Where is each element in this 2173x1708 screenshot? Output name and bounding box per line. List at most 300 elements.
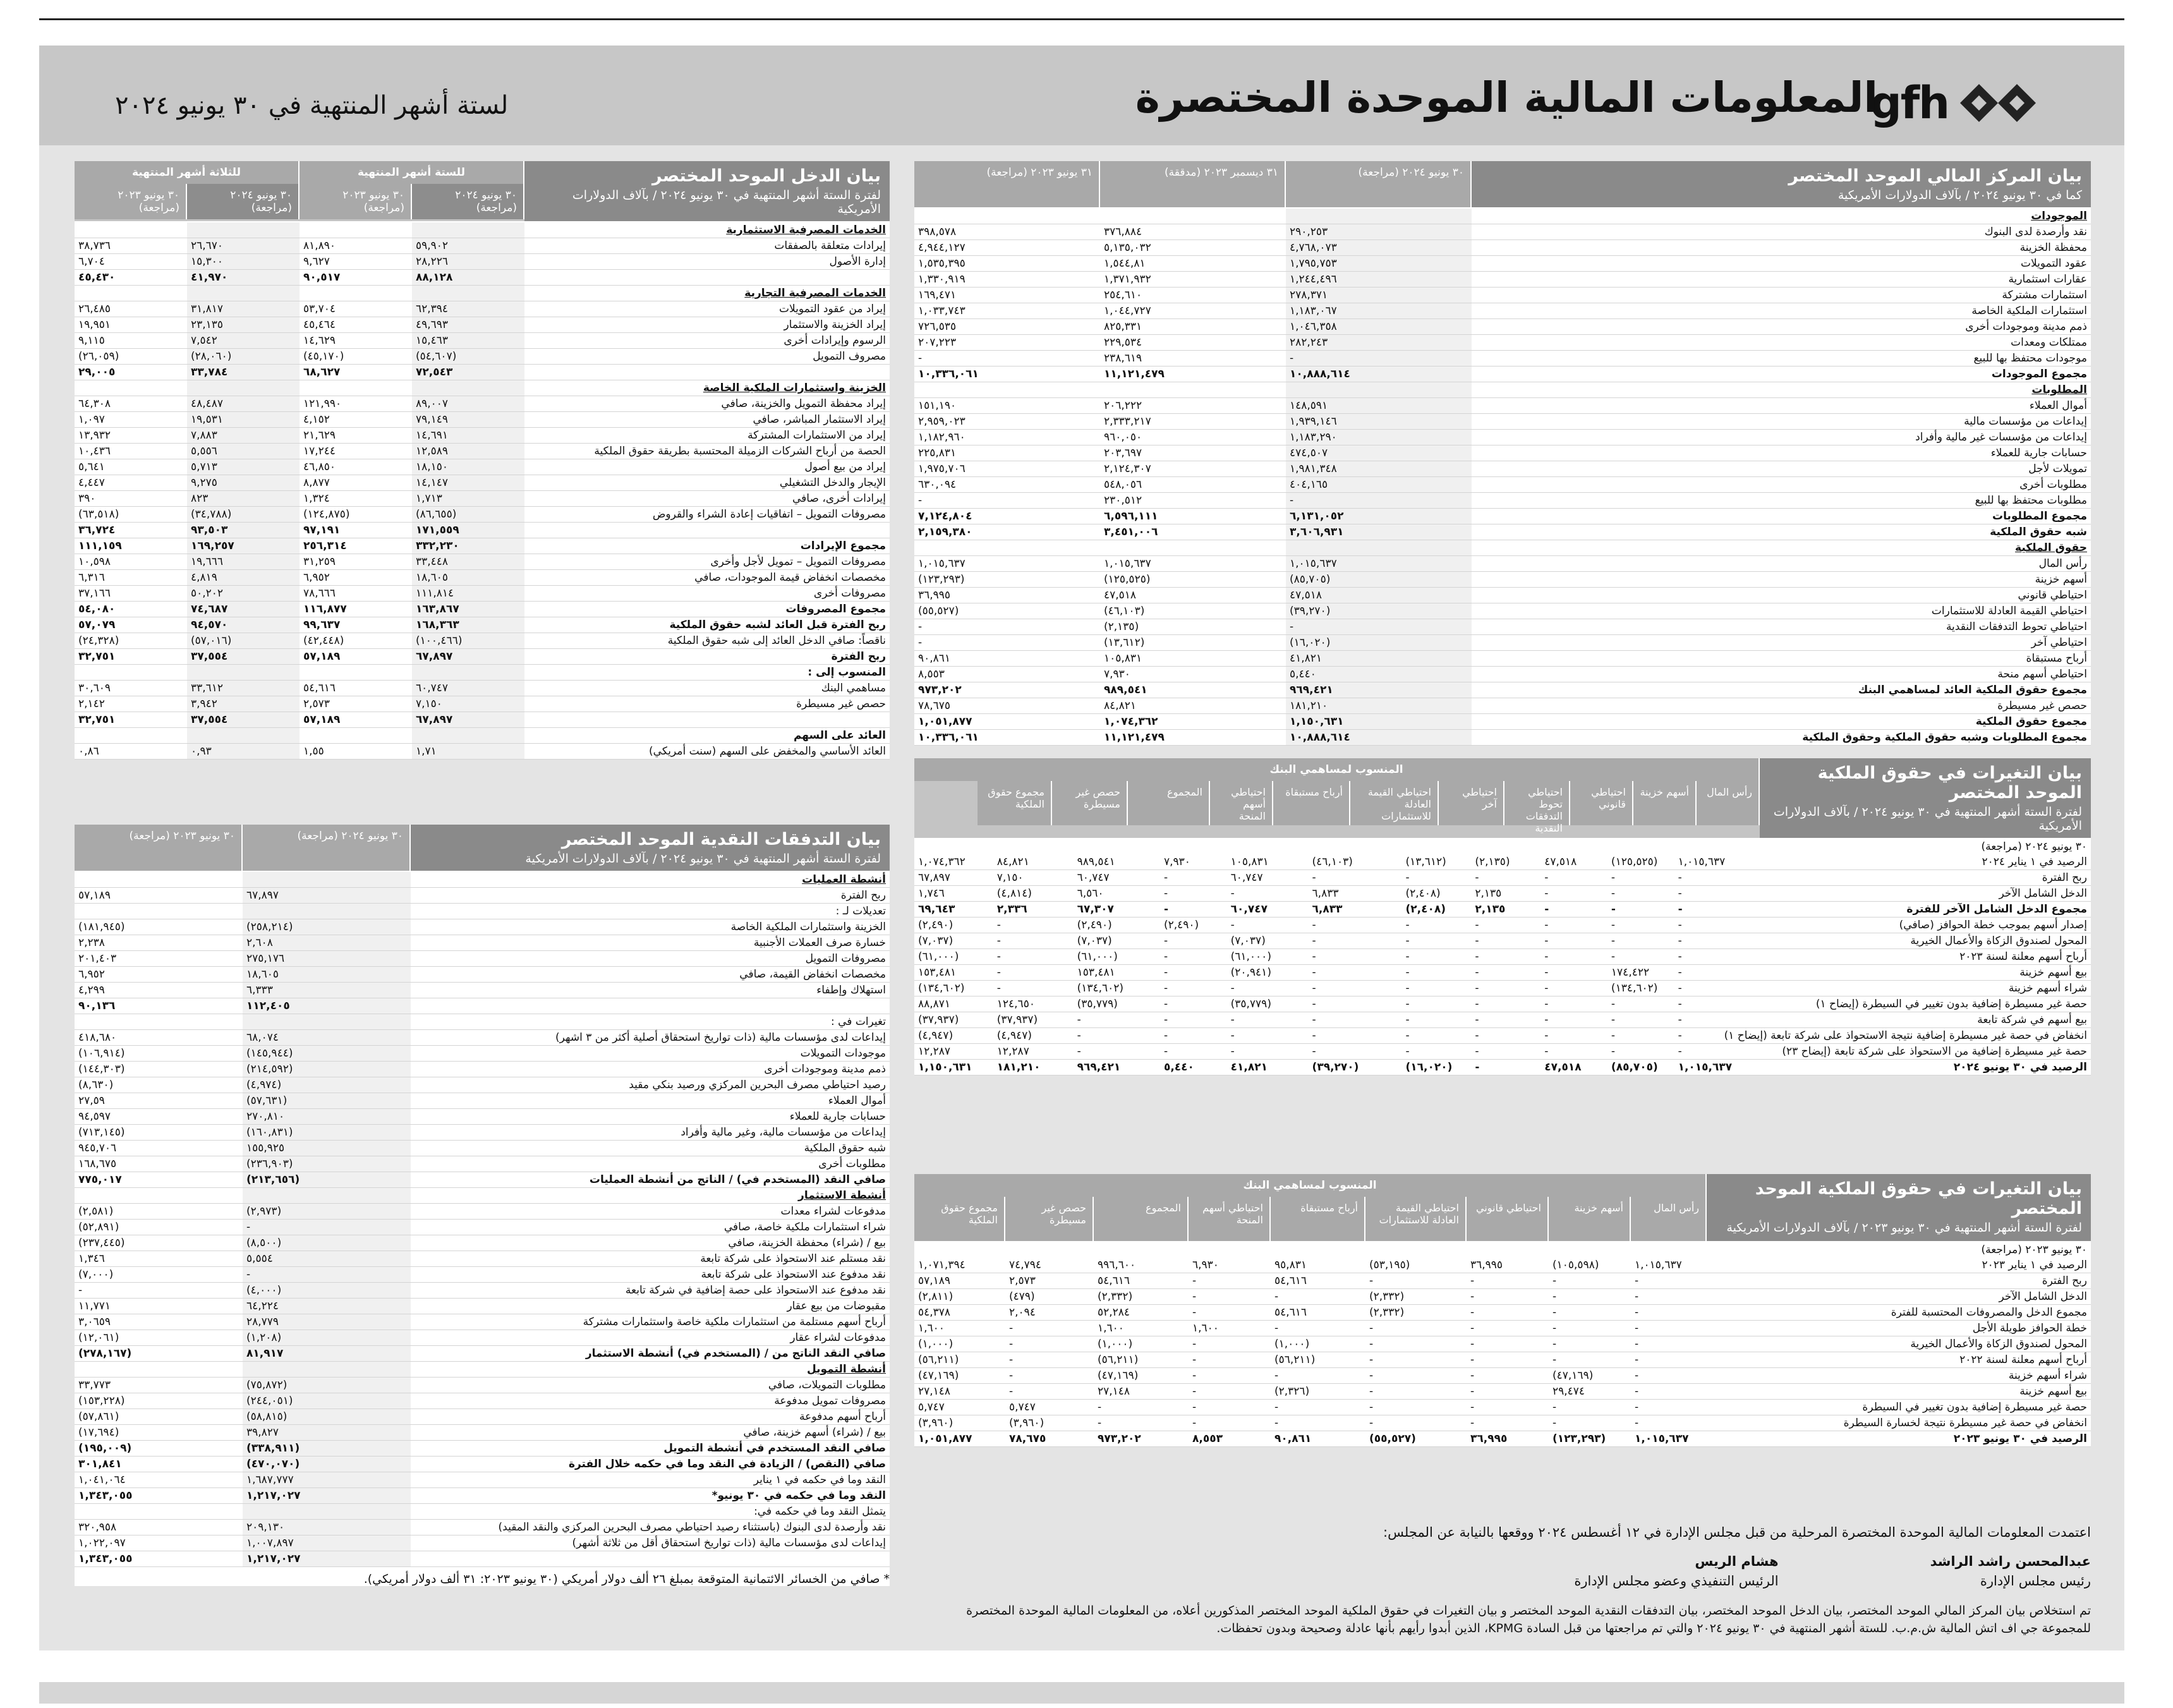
page-title: المعلومات المالية الموحدة المختصرة	[1135, 73, 1878, 122]
table-row	[75, 1251, 890, 1267]
cell-value: -	[1607, 996, 1674, 1012]
cell-value: -	[1631, 1400, 1707, 1415]
cell-value: ١١٦,٨٧٧	[300, 602, 412, 617]
cell-value: ٤٦,٨٥٠	[300, 459, 412, 475]
cell-value: ١,٠١٥,٦٣٧	[1100, 556, 1286, 572]
cell-value: (٧,٠٣٧)	[1227, 933, 1309, 949]
cell-value: (١٦٠,٨٣١)	[243, 1125, 411, 1141]
cashflow-title-box	[411, 825, 890, 871]
cell-value: ٤٧,٥١٨	[1100, 588, 1286, 603]
row-label: إيراد من عقود التمويلات	[524, 301, 890, 317]
row-label: مطلوبات أخرى	[411, 1156, 890, 1172]
cell-value	[187, 222, 300, 238]
cell-value: ١١٢,٤٠٥	[243, 998, 411, 1014]
cell-value	[300, 665, 412, 681]
cell-value: ١,٦٠٠	[1189, 1321, 1271, 1336]
cell-value: (٢,٤٩٠)	[1160, 918, 1227, 933]
cell-value: ١٥,٣٠٠	[187, 254, 300, 270]
row-label: مساهمي البنك	[524, 681, 890, 696]
cell-value: ١,٠٥١,٨٧٧	[914, 1431, 1005, 1447]
cell-value: ١,٧١٣	[412, 491, 524, 507]
row-label: خطة الحوافز طويلة الأجل	[1707, 1321, 2091, 1336]
cell-value: ١٩,٩٥١	[75, 317, 187, 333]
cell-value: ١,٠٧١,٣٩٤	[914, 1257, 1005, 1273]
cell-value: ٦٠,٧٤٧	[1227, 902, 1309, 918]
cell-value: ١,٣٢٤	[300, 491, 412, 507]
row-label: إيراد من بيع أصول	[524, 459, 890, 475]
table-row	[914, 1060, 2091, 1075]
cell-value: ٢٧٠,٨١٠	[243, 1109, 411, 1125]
row-label: مجموع المصروفات	[524, 602, 890, 617]
cell-value: ٧٤,٧٩٤	[1005, 1257, 1094, 1273]
equity-2023-header	[914, 1174, 2091, 1242]
row-label: بيع أسهم في شركة تابعة	[1741, 1012, 2091, 1028]
signatories	[928, 1552, 2091, 1592]
cell-value: ٢٥٤,٦١٠	[1100, 288, 1286, 303]
row-label: إيداعات لدى مؤسسات مالية (ذات تواريخ استحقاق أقل من ثلاثة أشهر)	[411, 1535, 890, 1551]
table-row	[914, 1336, 2091, 1352]
cell-value: ١,٥٣٥,٣٩٥	[914, 256, 1100, 272]
cell-value: -	[1607, 886, 1674, 902]
cell-value: -	[1540, 981, 1607, 996]
table-row	[75, 380, 890, 396]
cell-value	[75, 380, 187, 396]
cell-value: -	[1674, 949, 1741, 965]
cell-value: ١٧١,٥٥٩	[412, 523, 524, 538]
cell-value: ٣٦,٩٩٥	[914, 588, 1100, 603]
cell-value: ٩٠,٥١٧	[300, 270, 412, 286]
equity-2023-table	[914, 1257, 2091, 1447]
cell-value: ٥٢,٢٨٤	[1094, 1305, 1189, 1321]
cell-value	[75, 1014, 243, 1030]
table-row	[914, 319, 2091, 335]
cell-value: -	[1160, 981, 1227, 996]
row-label: أرباح أسهم معلنة لسنة ٢٠٢٢	[1707, 1352, 2091, 1368]
cell-value: -	[1674, 1012, 1741, 1028]
cell-value: ٦,٨٣٣	[1309, 886, 1402, 902]
cell-value: -	[914, 493, 1100, 509]
approval-block	[928, 1523, 2091, 1638]
cell-value: ٩٠,٨٦١	[914, 651, 1100, 667]
cell-value: ٢٩,٤٧٤	[1549, 1384, 1631, 1400]
cell-value: -	[1549, 1321, 1631, 1336]
table-row	[75, 333, 890, 349]
cell-value: ١,٠٤١,٠٦٤	[75, 1472, 243, 1488]
row-label: حصة غير مسيطرة إضافية بدون تغيير في السيطرة (إيضاح ١)	[1741, 996, 2091, 1012]
cell-value: ٧,١٥٠	[412, 696, 524, 712]
row-label: احتياطي قانوني	[1472, 588, 2091, 603]
cell-value: ١٠,٣٣٦,٠٦١	[914, 366, 1100, 382]
table-row	[75, 301, 890, 317]
cell-value: ١٠,٤٣٦	[75, 444, 187, 459]
cell-value: ٧٨,٦٦٦	[300, 586, 412, 602]
balance-sheet-table	[914, 209, 2091, 746]
cell-value: ١,٧٤٦	[914, 886, 993, 902]
cell-value: (٥٥,٥٢٧)	[914, 603, 1100, 619]
table-row	[914, 730, 2091, 746]
cell-value: -	[1160, 870, 1227, 886]
cell-value: ١,٠٠٧,٨٩٧	[243, 1535, 411, 1551]
cell-value: ٤٥,٤٦٤	[300, 317, 412, 333]
equity-2023-subtitle: لفترة الستة أشهر المنتهية في ٣٠ يونيو ٢٠٢٣ / بآلاف الدولارات الأمريكية	[1726, 1221, 2082, 1235]
table-row	[914, 1257, 2091, 1273]
cell-value: ١,٠١٥,٦٣٧	[1631, 1431, 1707, 1447]
cell-value: -	[1227, 1012, 1309, 1028]
equity-2024-period: ٣٠ يونيو ٢٠٢٤ (مراجعة)	[1981, 840, 2087, 853]
cell-value: -	[1271, 1400, 1365, 1415]
inc-col-3: ٣٠ يونيو ٢٠٢٤ (مراجعة)	[187, 184, 300, 219]
cell-value: -	[1005, 1352, 1094, 1368]
bs-col-1: ٣٠ يونيو ٢٠٢٤ (مراجعة)	[1286, 161, 1472, 207]
cell-value: ٩٤,٥٩٧	[75, 1109, 243, 1125]
row-label	[411, 1551, 890, 1567]
cell-value	[187, 380, 300, 396]
cell-value: (٢٣٦,٩٠٣)	[243, 1156, 411, 1172]
cell-value: (٤٧٠,٠٧٠)	[243, 1457, 411, 1472]
row-label: ربح الفترة	[1707, 1273, 2091, 1289]
cell-value: (٤٦,١٠٣)	[1309, 854, 1402, 870]
row-label: المحول لصندوق الزكاة والأعمال الخيرية	[1707, 1336, 2091, 1352]
cell-value: -	[1471, 996, 1540, 1012]
row-label: عقود التمويلات	[1472, 256, 2091, 272]
table-row	[75, 1125, 890, 1141]
row-label: إيراد محفظة التمويل والخزينة، صافي	[524, 396, 890, 412]
cell-value: -	[1365, 1368, 1467, 1384]
table-row	[914, 414, 2091, 430]
row-label: العائد الأساسي والمخفض على السهم (سنت أمريكي)	[524, 744, 890, 760]
table-row	[75, 1062, 890, 1077]
income-group-three: للثلاثة أشهر المنتهية	[75, 161, 300, 184]
cell-value: (٧,٠٠٠)	[75, 1267, 243, 1283]
cell-value: ١٦٩,٤٧١	[914, 288, 1100, 303]
table-row	[914, 272, 2091, 288]
table-row	[75, 681, 890, 696]
cell-value: -	[1607, 870, 1674, 886]
cell-value: (٥٦,٢١١)	[1271, 1352, 1365, 1368]
cell-value: ٣٣,٦١٢	[187, 681, 300, 696]
cell-value: ٦,٩٣٠	[1189, 1257, 1271, 1273]
cell-value: ٢٠٩,١٣٠	[243, 1520, 411, 1535]
equity-column-header: المجموع	[1094, 1197, 1189, 1241]
cell-value: ٦,٥٦٠	[1074, 886, 1160, 902]
income-subtitle: لفترة الستة أشهر المنتهية في ٣٠ يونيو ٢٠٢٤ / بآلاف الدولارات الأمريكية	[572, 188, 881, 216]
row-label: ربح الفترة	[411, 888, 890, 904]
equity-2024-columns	[914, 758, 1760, 838]
cell-value: ٣٧٦,٨٨٤	[1100, 224, 1286, 240]
row-label: احتياطي القيمة العادلة للاستثمارات	[1472, 603, 2091, 619]
table-row	[75, 222, 890, 238]
chairman-title: رئيس مجلس الإدارة	[1980, 1573, 2091, 1589]
cell-value: ١١,١٢١,٤٧٩	[1100, 366, 1286, 382]
cell-value: -	[1467, 1400, 1549, 1415]
cell-value: -	[1227, 918, 1309, 933]
cell-value: -	[1674, 965, 1741, 981]
row-label: صافي النقد الناتج من / (المستخدم في) أنشطة الاستثمار	[411, 1346, 890, 1362]
table-row	[75, 586, 890, 602]
table-row	[914, 714, 2091, 730]
cell-value: ١٦٣,٨٦٧	[412, 602, 524, 617]
cell-value: ٩٨٩,٥٤١	[1100, 682, 1286, 698]
table-row	[914, 902, 2091, 918]
row-label: أموال العملاء	[1472, 398, 2091, 414]
inc-col-2: ٣٠ يونيو ٢٠٢٣ (مراجعة)	[300, 184, 412, 219]
cell-value: ٢٥٦,٣١٤	[300, 538, 412, 554]
cell-value: ٣٢٠,٩٥٨	[75, 1520, 243, 1535]
cell-value: ١٦٨,٣٦٣	[412, 617, 524, 633]
table-row	[914, 1012, 2091, 1028]
row-label: ذمم مدينة وموجودات أخرى	[411, 1062, 890, 1077]
table-row	[914, 854, 2091, 870]
cell-value: ١٤,٦٢٩	[300, 333, 412, 349]
cell-value: (٢,٣٣٢)	[1365, 1289, 1467, 1305]
row-label: شراء استثمارات ملكية خاصة، صافي	[411, 1220, 890, 1235]
cell-value	[300, 286, 412, 301]
cell-value: ٢٠١,٤٠٣	[75, 951, 243, 967]
cell-value: -	[1271, 1415, 1365, 1431]
row-label: يتمثل النقد وما في حكمه في:	[411, 1504, 890, 1520]
cell-value: ١,١٨٣,٠٦٧	[1286, 303, 1472, 319]
cell-value: ٦,٣٣٣	[243, 983, 411, 998]
cashflow-table	[75, 872, 890, 1567]
cell-value: -	[1674, 996, 1741, 1012]
cell-value: ٥,٧٤٧	[1005, 1400, 1094, 1415]
cell-value: -	[1471, 981, 1540, 996]
cell-value: (١٢٤,٨٧٥)	[300, 507, 412, 523]
cell-value: ١,٣٧١,٩٣٢	[1100, 272, 1286, 288]
cell-value: (٥٥,٥٢٧)	[1365, 1431, 1467, 1447]
approval-text: اعتمدت المعلومات المالية الموحدة المختصرة المرحلية من قبل مجلس الإدارة في ١٢ أغسطس ٢٠٢٤ ووقعها بالنيابة عن المجلس:	[1383, 1525, 2091, 1540]
cell-value: -	[1674, 933, 1741, 949]
cell-value: ١٢,٢٨٧	[914, 1044, 993, 1060]
cell-value	[914, 382, 1100, 398]
cell-value: ٣٧,١٦٦	[75, 586, 187, 602]
cell-value: -	[1401, 949, 1471, 965]
cell-value	[412, 380, 524, 396]
row-label: مصروفات التمويل – تمويل لأجل وأخرى	[524, 554, 890, 570]
table-row	[75, 1204, 890, 1220]
cell-value: -	[1189, 1400, 1271, 1415]
cell-value: ٤٧,٥١٨	[1540, 854, 1607, 870]
footer-strip	[39, 1682, 2124, 1704]
cell-value: ٠,٨٦	[75, 744, 187, 760]
cell-value: ٦٣٠,٠٩٤	[914, 477, 1100, 493]
cell-value: ٤٨,٤٨٧	[187, 396, 300, 412]
cell-value: ٤١٨,٦٨٠	[75, 1030, 243, 1046]
cell-value	[300, 222, 412, 238]
cell-value: -	[1471, 1028, 1540, 1044]
table-row	[75, 888, 890, 904]
cell-value: ١,٠٧٤,٣٦٢	[914, 854, 993, 870]
table-row	[914, 1400, 2091, 1415]
row-label: تغيرات في :	[411, 1014, 890, 1030]
cell-value: ٦,٩٥٢	[75, 967, 243, 983]
table-row	[914, 1044, 2091, 1060]
cell-value: -	[1074, 1028, 1160, 1044]
table-row	[75, 459, 890, 475]
row-label: ربح الفترة قبل العائد لشبه حقوق الملكية	[524, 617, 890, 633]
table-row	[75, 396, 890, 412]
cell-value: (٤٧,١٦٩)	[1094, 1368, 1189, 1384]
cell-value: -	[1467, 1368, 1549, 1384]
cell-value: -	[1309, 1028, 1402, 1044]
cell-value	[243, 1014, 411, 1030]
cell-value	[412, 222, 524, 238]
cell-value: ١٥٣,٤٨١	[914, 965, 993, 981]
cell-value: -	[1471, 949, 1540, 965]
table-row	[75, 349, 890, 365]
cell-value: ٣٣,٧٨٤	[187, 365, 300, 380]
cell-value: ٢٠٧,٢٢٣	[914, 335, 1100, 351]
cell-value: (٤٦,١٠٣)	[1100, 603, 1286, 619]
cell-value: ٢,١٢٤,٣٠٧	[1100, 461, 1286, 477]
cell-value: ٥,٥٥٦	[187, 444, 300, 459]
cell-value: ٩٦٠,٠٥٠	[1100, 430, 1286, 445]
cell-value: (١٦,٠٢٠)	[1286, 635, 1472, 651]
table-row	[914, 651, 2091, 667]
row-label: مصروفات تمويل مدفوعة	[411, 1393, 890, 1409]
balance-sheet-panel	[914, 161, 2091, 746]
cell-value: -	[1160, 949, 1227, 965]
cell-value	[75, 1362, 243, 1378]
cell-value: -	[1471, 933, 1540, 949]
cell-value: (٢٨,٠٦٠)	[187, 349, 300, 365]
table-row	[75, 967, 890, 983]
cell-value: -	[1189, 1384, 1271, 1400]
cell-value: ٧٢,٥٤٣	[412, 365, 524, 380]
cell-value: (٦١,٠٠٠)	[914, 949, 993, 965]
cell-value: ٢٧٨,٣٧١	[1286, 288, 1472, 303]
cell-value: ٨١,٨٩٠	[300, 238, 412, 254]
row-label	[411, 998, 890, 1014]
row-label: أنشطة الاستثمار	[411, 1188, 890, 1204]
cell-value	[75, 904, 243, 919]
cell-value: -	[1005, 1368, 1094, 1384]
table-row	[75, 1014, 890, 1030]
cell-value: -	[1549, 1415, 1631, 1431]
cell-value: -	[1549, 1273, 1631, 1289]
cell-value	[75, 1188, 243, 1204]
cell-value: (١٣٤,٦٠٢)	[1607, 981, 1674, 996]
equity-column-header: احتياطي أسهم المنحة	[1210, 781, 1273, 825]
cell-value: ٥٧,١٨٩	[914, 1273, 1005, 1289]
cell-value: (٢٦,٠٥٩)	[75, 349, 187, 365]
cell-value: ٥٤,٠٨٠	[75, 602, 187, 617]
row-label: أنشطة التمويل	[411, 1362, 890, 1378]
cell-value: ٣٦,٩٩٥	[1467, 1431, 1549, 1447]
cell-value: -	[1467, 1273, 1549, 1289]
cell-value: ٠,٩٣	[187, 744, 300, 760]
cell-value: ٨١,٩١٧	[243, 1346, 411, 1362]
cell-value: -	[1607, 902, 1674, 918]
cell-value: -	[1309, 1012, 1402, 1028]
page-header	[39, 45, 2124, 145]
cell-value: -	[1401, 918, 1471, 933]
row-label: أسهم خزينة	[1472, 572, 2091, 588]
row-label: حصة غير مسيطرة إضافية بدون تغيير في السيطرة	[1707, 1400, 2091, 1415]
row-label: رأس المال	[1472, 556, 2091, 572]
table-row	[914, 540, 2091, 556]
table-row	[75, 1488, 890, 1504]
table-row	[914, 524, 2091, 540]
table-row	[914, 224, 2091, 240]
cell-value: ١,٢١٧,٠٢٧	[243, 1551, 411, 1567]
income-header	[75, 161, 890, 222]
table-row	[75, 1425, 890, 1441]
row-label: إيداعات من مؤسسات مالية، وغير مالية وأفراد	[411, 1125, 890, 1141]
income-col-groups	[75, 161, 524, 221]
cell-value: -	[1549, 1289, 1631, 1305]
cell-value: (١٣٤,٦٠٢)	[914, 981, 993, 996]
row-label: تعديلات لـ :	[411, 904, 890, 919]
cell-value: -	[1286, 351, 1472, 366]
bs-col-3: ٣١ يونيو ٢٠٢٣ (مراجعة)	[914, 161, 1100, 207]
cell-value: ٢,١٣٥	[1471, 886, 1540, 902]
cell-value: ٩٦٩,٤٢١	[1074, 1060, 1160, 1075]
audit-note: تم استخلاص بيان المركز المالي الموحد المختصر، بيان الدخل الموحد المختصر، بيان التدفقات النقدية الموحد المختصر و بيان التغيرات في حقوق الملكية الموحد المختصر المذكورين أعلاه، من المعلومات المالية الموحدة المختصرة للمجموعة جي اف اتش المالية ش.م.ب. للستة أشهر المنتهية في ٣٠ يونيو ٢٠٢٤ والتي تم مراجعتها من قبل السادة KPMG، الذين أبدوا رأيهم بأنها عادلة وصحيحة وبدون تحفظات.	[966, 1603, 2091, 1635]
row-label: مخصصات انخفاض القيمة، صافي	[411, 967, 890, 983]
cell-value: ٦,٣١٦	[75, 570, 187, 586]
cell-value: (٣,٩٦٠)	[914, 1415, 1005, 1431]
cell-value	[1286, 209, 1472, 224]
row-label: مصروفات أخرى	[524, 586, 890, 602]
table-row	[75, 1346, 890, 1362]
equity-group-header: المنسوب لمساهمي البنك	[914, 758, 1760, 781]
cell-value: -	[1549, 1305, 1631, 1321]
table-row	[75, 1046, 890, 1062]
equity-2024-subtitle: لفترة الستة أشهر المنتهية في ٣٠ يونيو ٢٠٢٤ / بآلاف الدولارات الأمريكية	[1773, 805, 2082, 833]
cell-value: ٣١,٨١٧	[187, 301, 300, 317]
cell-value: ٨٢٣	[187, 491, 300, 507]
cell-value: ١,٩٨١,٣٤٨	[1286, 461, 1472, 477]
cell-value: (٢,٨١١)	[914, 1289, 1005, 1305]
table-row	[75, 951, 890, 967]
table-row	[914, 1273, 2091, 1289]
cell-value: -	[75, 1283, 243, 1299]
cell-value	[243, 1504, 411, 1520]
cell-value: ٩٤٥,٧٠٦	[75, 1141, 243, 1156]
row-label: احتياطي أسهم منحة	[1472, 667, 2091, 682]
table-row	[75, 1109, 890, 1125]
cell-value: (٢٧٨,١٦٧)	[75, 1346, 243, 1362]
cell-value: ١,٧٩٥,٧٥٣	[1286, 256, 1472, 272]
row-label: شراء أسهم خزينة	[1741, 981, 2091, 996]
inc-col-4: ٣٠ يونيو ٢٠٢٣ (مراجعة)	[75, 184, 187, 219]
cell-value: -	[1467, 1321, 1549, 1336]
cell-value: (٢,١٣٥)	[1471, 854, 1540, 870]
cell-value: ١٨,٦٠٥	[412, 570, 524, 586]
equity-column-header: أسهم خزينة	[1633, 781, 1697, 825]
cell-value: -	[1189, 1336, 1271, 1352]
equity-column-header: أرباح مستبقاة	[1271, 1197, 1365, 1241]
cell-value	[75, 665, 187, 681]
cell-value: (١٣,٦١٢)	[1401, 854, 1471, 870]
cell-value: ٢٧,٥٩	[75, 1093, 243, 1109]
table-row	[914, 509, 2091, 524]
page-subtitle: لستة أشهر المنتهية في ٣٠ يونيو ٢٠٢٤	[115, 91, 509, 120]
cell-value: (٧,٠٣٧)	[914, 933, 993, 949]
cell-value: (٨٥,٧٠٥)	[1607, 1060, 1674, 1075]
cell-value: ٩٥,٨٣١	[1271, 1257, 1365, 1273]
cell-value: -	[1227, 981, 1309, 996]
cell-value: (٢,٤٩٠)	[914, 918, 993, 933]
cell-value: ٤,٧٦٨,٠٧٣	[1286, 240, 1472, 256]
cell-value: ٥٤,٣٧٨	[914, 1305, 1005, 1321]
row-label: موجودات التمويلات	[411, 1046, 890, 1062]
table-row	[75, 1472, 890, 1488]
balance-sheet-header	[914, 161, 2091, 209]
row-label	[524, 365, 890, 380]
cell-value: (٣٧,٩٣٧)	[914, 1012, 993, 1028]
